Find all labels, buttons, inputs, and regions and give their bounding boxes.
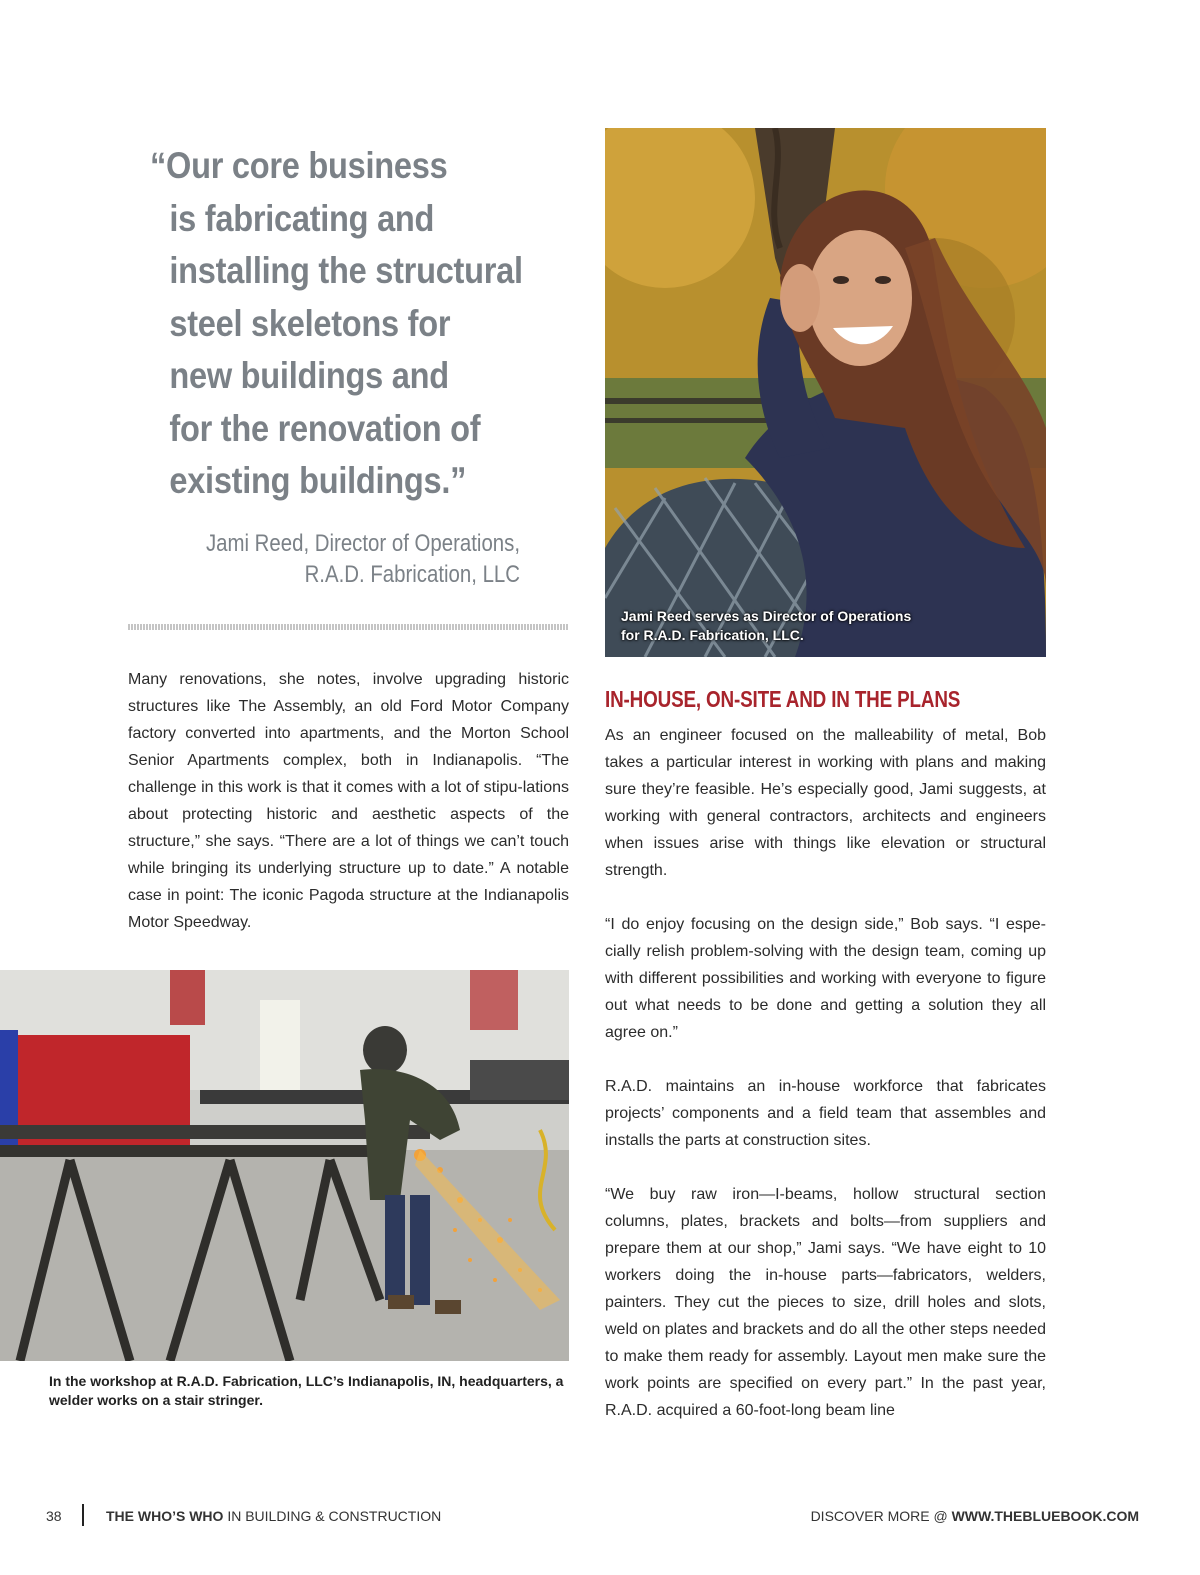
body-paragraph: As an engineer focused on the malleability of metal, Bob takes a particular interest in working with plans and making sure they’re feasible. He’s especially good, Jami suggests, at working with general contractors, architects and engineers when issues arise with things like elevation or structural strength. [605, 727, 1046, 879]
discover-label: DISCOVER MORE @ [810, 1508, 952, 1524]
pull-quote-line: existing buildings.” [169, 460, 467, 501]
pull-quote-line: for the renovation of [169, 407, 481, 449]
website-link[interactable]: WWW.THEBLUEBOOK.COM [951, 1508, 1139, 1524]
body-paragraph: “We buy raw iron—I-beams, hollow structural section columns, plates, brackets and bolts—from suppliers and prepare them at our shop,” Jami says. “We have eight to 10 workers doing the in-house parts—fabricators, welders, painters. They cut the pieces to size, drill holes and slots, weld on plates and brackets and do all the other steps needed to make them ready for assembly. Layout men make sure the work points are specified on every part.” In the past year, R.A.D. acquired a 60-foot-long beam line [605, 1186, 1046, 1419]
body-paragraph: R.A.D. maintains an in-house workforce that fabricates projects’ components and a field team that assembles and installs the parts at construction sites. [605, 1078, 1046, 1149]
publication-title-bold: THE WHO’S WHO [106, 1508, 224, 1524]
page-number: 38 [46, 1508, 62, 1524]
section-heading: IN-HOUSE, ON-SITE AND IN THE PLANS [605, 686, 961, 712]
workshop-caption: In the workshop at R.A.D. Fabrication, LLC’s Indianapolis, IN, headquarters, a welder works on a stair stringer. [49, 1373, 564, 1408]
portrait-caption-line: for R.A.D. Fabrication, LLC. [621, 627, 804, 643]
pull-quote-line: installing the structural [169, 250, 523, 291]
attribution-line: R.A.D. Fabrication, LLC [304, 561, 520, 588]
dotted-divider [128, 624, 569, 630]
workshop-photo [0, 970, 569, 1361]
portrait-illustration [605, 128, 1046, 657]
pull-quote-line: is fabricating and [169, 197, 435, 239]
pull-quote [150, 140, 523, 508]
portrait-photo [605, 128, 1046, 657]
quote-attribution [189, 528, 521, 590]
page-footer [0, 1500, 1200, 1532]
footer-divider [82, 1504, 84, 1526]
portrait-caption [621, 607, 951, 645]
portrait-caption-line: Jami Reed serves as Director of Operations [621, 608, 912, 624]
right-column [605, 722, 1046, 1451]
body-paragraph: “I do enjoy focusing on the design side,” Bob says. “I espe-cially relish problem-solving with the design team, coming up with different possibilities and working with everyone to figure out what needs to be done and getting a solution they all agree on.” [605, 916, 1046, 1041]
pull-quote-line: new buildings and [169, 355, 449, 396]
publication-title [106, 1508, 441, 1524]
discover-more [811, 1508, 1139, 1524]
pull-quote-line: “Our core business [150, 145, 448, 186]
workshop-illustration [0, 970, 569, 1361]
left-column [128, 666, 569, 936]
pull-quote-line: steel skeletons for [169, 302, 451, 344]
body-paragraph: Many renovations, she notes, involve upgrading historic structures like The Assembly, an old Ford Motor Company factory converted into apartments, and the Morton School Senior Apartments complex, both in Indianapolis. “The challenge in this work is that it comes with a lot of stipu-lations about protecting historic and aesthetic aspects of the structure,” she says. “There are a lot of things we can’t touch while bringing its underlying structure up to date.” A notable case in point: The iconic Pagoda structure at the Indianapolis Motor Speedway. [128, 671, 569, 931]
attribution-line: Jami Reed, Director of Operations, [205, 530, 520, 557]
publication-title-rest: IN BUILDING & CONSTRUCTION [223, 1508, 442, 1524]
